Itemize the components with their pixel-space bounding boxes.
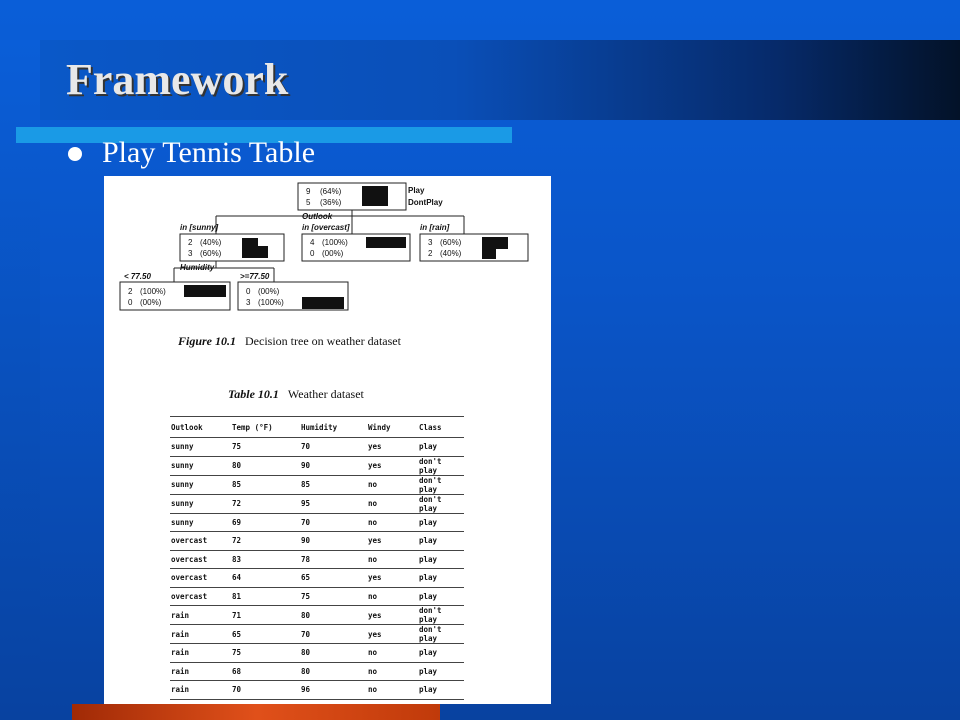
table-cell: 90 xyxy=(300,456,367,475)
table-cell: no xyxy=(367,587,418,606)
root-count-dontplay: 5 xyxy=(306,198,311,207)
scanned-figure xyxy=(104,176,551,704)
table-cell: 71 xyxy=(231,606,300,625)
svg-text:4: 4 xyxy=(310,238,315,247)
leaf-low xyxy=(120,282,230,310)
leaf-low-label: < 77.50 xyxy=(124,272,151,281)
svg-text:(00%): (00%) xyxy=(140,298,162,307)
table-row xyxy=(170,550,464,569)
branch-sunny-label: in [sunny] xyxy=(180,223,219,232)
table-row xyxy=(170,494,464,513)
figure-number: Figure 10.1 xyxy=(178,334,237,348)
table-row xyxy=(170,513,464,532)
table-cell: no xyxy=(367,475,418,494)
table-cell: overcast xyxy=(170,569,231,588)
svg-text:3: 3 xyxy=(188,249,193,258)
table-row xyxy=(170,606,464,625)
table-cell: 95 xyxy=(300,494,367,513)
table-cell: 75 xyxy=(231,644,300,663)
table-row xyxy=(170,681,464,700)
table-row xyxy=(170,644,464,663)
col-header-windy: Windy xyxy=(367,417,418,438)
figure-caption xyxy=(178,334,401,349)
table-cell: sunny xyxy=(170,494,231,513)
root-pct-play: (64%) xyxy=(320,187,342,196)
table-cell: sunny xyxy=(170,456,231,475)
table-cell: 78 xyxy=(300,550,367,569)
svg-text:3: 3 xyxy=(428,238,433,247)
branch-rain-label: in [rain] xyxy=(420,223,450,232)
table-cell: no xyxy=(367,550,418,569)
table-cell: rain xyxy=(170,681,231,700)
svg-text:2: 2 xyxy=(428,249,433,258)
table-cell: play xyxy=(418,513,464,532)
table-cell: 65 xyxy=(300,569,367,588)
table-cell: sunny xyxy=(170,438,231,457)
table-cell: no xyxy=(367,681,418,700)
table-row xyxy=(170,475,464,494)
col-header-temp: Temp (°F) xyxy=(231,417,300,438)
table-cell: don't play xyxy=(418,456,464,475)
node-overcast xyxy=(302,234,410,261)
table-row xyxy=(170,438,464,457)
table-row xyxy=(170,662,464,681)
table-cell: rain xyxy=(170,662,231,681)
table-cell: 75 xyxy=(231,438,300,457)
col-header-outlook: Outlook xyxy=(170,417,231,438)
table-cell: yes xyxy=(367,532,418,551)
table-cell: play xyxy=(418,587,464,606)
table-cell: yes xyxy=(367,438,418,457)
table-cell: rain xyxy=(170,644,231,663)
svg-text:(40%): (40%) xyxy=(440,249,462,258)
table-cell: 81 xyxy=(231,587,300,606)
svg-text:(60%): (60%) xyxy=(200,249,222,258)
table-cell: yes xyxy=(367,569,418,588)
split-humidity-label: Humidity xyxy=(180,263,215,272)
svg-text:0: 0 xyxy=(310,249,315,258)
table-cell: 65 xyxy=(231,625,300,644)
table-cell: 69 xyxy=(231,513,300,532)
table-header-row xyxy=(170,417,464,438)
legend-play: Play xyxy=(408,186,425,195)
table-cell: no xyxy=(367,662,418,681)
table-cell: no xyxy=(367,494,418,513)
table-caption xyxy=(228,387,364,402)
table-cell: 80 xyxy=(300,644,367,663)
node-sunny xyxy=(180,234,284,261)
table-cell: play xyxy=(418,662,464,681)
bottom-accent-bar xyxy=(72,704,440,720)
table-cell: yes xyxy=(367,456,418,475)
svg-text:(100%): (100%) xyxy=(258,298,284,307)
table-cell: 90 xyxy=(300,532,367,551)
bullet-dot-icon xyxy=(68,147,82,161)
table-row xyxy=(170,532,464,551)
table-cell: don't play xyxy=(418,606,464,625)
table-cell: overcast xyxy=(170,532,231,551)
table-cell: 80 xyxy=(300,662,367,681)
table-cell: 70 xyxy=(300,625,367,644)
table-row xyxy=(170,625,464,644)
table-caption-text: Weather dataset xyxy=(287,387,364,401)
table-cell: no xyxy=(367,513,418,532)
bullet-text: Play Tennis Table xyxy=(102,136,316,169)
table-cell: don't play xyxy=(418,625,464,644)
table-cell: no xyxy=(367,644,418,663)
svg-text:(40%): (40%) xyxy=(200,238,222,247)
table-cell: 83 xyxy=(231,550,300,569)
figure-caption-text: Decision tree on weather dataset xyxy=(245,334,401,348)
table-cell: rain xyxy=(170,625,231,644)
svg-text:3: 3 xyxy=(246,298,251,307)
table-row xyxy=(170,456,464,475)
table-cell: 80 xyxy=(231,456,300,475)
svg-text:0: 0 xyxy=(246,287,251,296)
table-cell: 80 xyxy=(300,606,367,625)
slide-title: Framework xyxy=(66,55,289,104)
table-cell: 96 xyxy=(300,681,367,700)
table-cell: play xyxy=(418,438,464,457)
root-count-play: 9 xyxy=(306,187,311,196)
svg-text:0: 0 xyxy=(128,298,133,307)
root-node xyxy=(298,183,443,210)
table-cell: 72 xyxy=(231,532,300,551)
table-row xyxy=(170,569,464,588)
table-cell: 70 xyxy=(300,513,367,532)
table-cell: 85 xyxy=(300,475,367,494)
table-cell: yes xyxy=(367,606,418,625)
table-cell: overcast xyxy=(170,550,231,569)
branch-overcast-label: in [overcast] xyxy=(302,223,350,232)
table-cell: sunny xyxy=(170,513,231,532)
root-pct-dontplay: (36%) xyxy=(320,198,342,207)
leaf-high xyxy=(238,282,348,310)
table-cell: rain xyxy=(170,606,231,625)
weather-table xyxy=(170,416,464,700)
legend-dontplay: DontPlay xyxy=(408,198,443,207)
svg-text:2: 2 xyxy=(128,287,133,296)
table-cell: play xyxy=(418,681,464,700)
table-cell: don't play xyxy=(418,475,464,494)
table-cell: play xyxy=(418,550,464,569)
col-header-class: Class xyxy=(418,417,464,438)
table-cell: sunny xyxy=(170,475,231,494)
table-cell: play xyxy=(418,532,464,551)
svg-text:(60%): (60%) xyxy=(440,238,462,247)
table-cell: play xyxy=(418,569,464,588)
node-rain xyxy=(420,234,528,261)
svg-text:(00%): (00%) xyxy=(322,249,344,258)
svg-text:(100%): (100%) xyxy=(322,238,348,247)
table-cell: 85 xyxy=(231,475,300,494)
svg-text:(00%): (00%) xyxy=(258,287,280,296)
split-outlook-label: Outlook xyxy=(302,212,333,221)
table-row xyxy=(170,587,464,606)
table-cell: overcast xyxy=(170,587,231,606)
table-cell: 68 xyxy=(231,662,300,681)
table-cell: yes xyxy=(367,625,418,644)
leaf-high-label: >=77.50 xyxy=(240,272,270,281)
table-cell: 70 xyxy=(300,438,367,457)
col-header-humidity: Humidity xyxy=(300,417,367,438)
table-cell: 72 xyxy=(231,494,300,513)
table-cell: play xyxy=(418,644,464,663)
table-cell: 75 xyxy=(300,587,367,606)
table-number: Table 10.1 xyxy=(228,387,279,401)
table-cell: 70 xyxy=(231,681,300,700)
svg-text:2: 2 xyxy=(188,238,193,247)
svg-text:(100%): (100%) xyxy=(140,287,166,296)
table-cell: 64 xyxy=(231,569,300,588)
table-cell: don't play xyxy=(418,494,464,513)
